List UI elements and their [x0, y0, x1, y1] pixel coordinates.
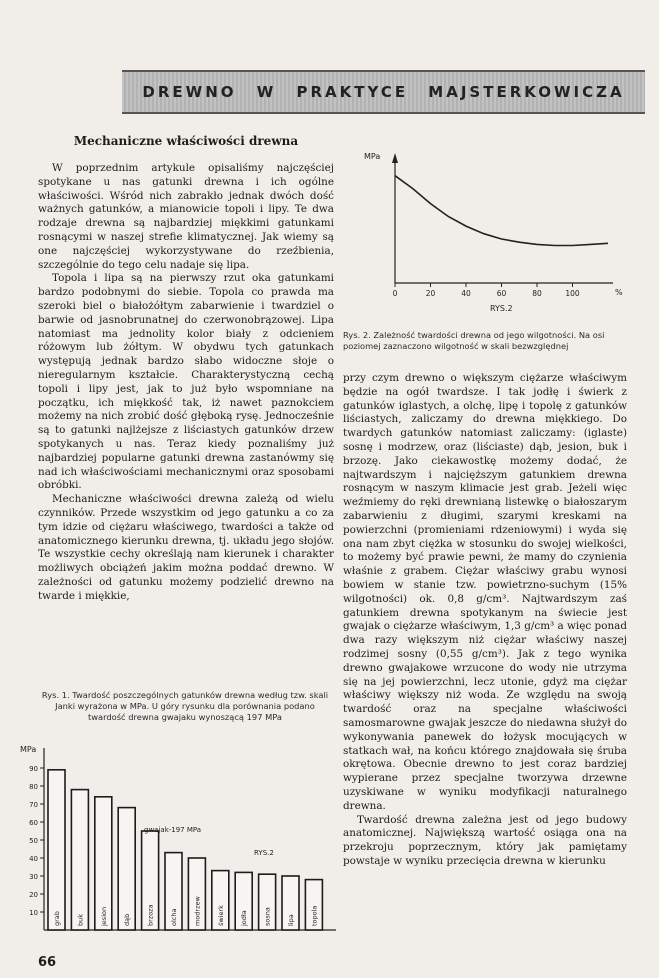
- y-tick-label: 10: [29, 909, 38, 917]
- bar-label: lipa: [287, 914, 295, 926]
- figure-1-caption: Rys. 1. Twardość poszczególnych gatunków drewna według tzw. skali Janki wyrażona w MPa. U góry rysunku dla porównania podano twardość drewna gwajaku wynoszącą 197 MPa: [41, 690, 329, 722]
- y-axis-label: MPa: [364, 152, 381, 161]
- paragraph: przy czym drewno o większym ciężarze właściwym będzie na ogół twardsze. I tak jodłę i świerk z gatunków iglastych, a olchę, lipę i topolę z gatunków liściastych, zaliczamy do drewna miękkiego. Do twardych gatunków natomiast zaliczamy: (iglaste) sosnę i modrzew, oraz (liściaste) dąb, jesion, buk i brzozę. Jako ciekawostkę możemy dodać, że najtwardszym i najcięższym gatunkiem drewna rosnącym w naszym klimacie jest grab. Jeżeli więc weźmiemy do ręki drewnianą listewkę o białoszarym zabarwieniu z długimi, szarymi kreskami na powierzchni (promieniami rdzeniowymi) i wyda się ona nam zbyt ciężka w stosunku do swojej wielkości, to możemy być prawie pewni, że mamy do czynienia właśnie z grabem. Ciężar właściwy grabu wynosi bowiem w stanie tzw. powietrzno-suchym (15% wilgotności) ok. 0,8 g/cm³. Najtwardszym zaś gatunkiem drewna spotykanym na świecie jest gwajak o ciężarze właściwym, 1,3 g/cm³ a więc ponad dwa razy większym niż ciężar właściwy naszej rodzimej sosny (0,55 g/cm³). Jak z tego wynika drewno gwajakowe wrzucone do wody nie utrzyma się na jej powierzchni, lecz utonie, gdyż ma ciężar właściwy większy niż woda. Ze względu na swoją twardość oraz na specjalne właściwości samosmarowne gwajak jeszcze do niedawna służył do wykonywania panewek do łożysk mocujących w statkach wał, na końcu którego znajdowała się śruba okrętowa. Obecnie drewno to jest coraz bardziej wypierane przez specjalne tworzywa drzewne uzyskiwane w wyniku modyfikacji naturalnego drewna.: [343, 372, 627, 812]
- annotation: gwajak-197 MPa: [144, 826, 202, 834]
- bar: [118, 808, 135, 930]
- y-tick-label: 90: [29, 765, 38, 773]
- bar-label: brzoza: [146, 904, 155, 926]
- y-tick-label: 20: [29, 891, 38, 899]
- x-tick-label: 20: [425, 289, 436, 298]
- paragraph: Topola i lipa są na pierwszy rzut oka gatunkami bardzo podobnymi do siebie. Topola co prawda ma szeroki biel o białożółtym zabarwienie i twardziel o barwie od jasnobrunatnej do czerwonobrązowej. Lipa natomiast ma jednolity kolor biały z odcieniem różowym lub żółtym. W obydwu tych gatunkach występują jednak bardzo słabo widoczne słoje o nieregularnym kształcie. Charakterystyczną cechą topoli i lipy jest, jak to już było wspomniane na początku, ich miękkość tak, iż nawet paznokciem możemy na nich zrobić dość głęboką rysę. Jednocześnie są to gatunki najlżejsze z liściastych gatunków drzew spotykanych u nas. Teraz kiedy poznaliśmy już najbardziej popularne gatunki drewna zastanówmy się nad ich właściwościami mechanicznymi oraz sposobami obróbki.: [38, 272, 334, 492]
- x-tick-label: 40: [461, 289, 471, 298]
- banner-title: DREWNO W PRAKTYCE MAJSTERKOWICZA: [142, 83, 625, 101]
- y-tick-label: 30: [29, 873, 38, 881]
- bar-label: buk: [76, 913, 85, 926]
- bar-label: dąb: [123, 913, 132, 926]
- left-column: [38, 128, 334, 604]
- bar: [48, 770, 65, 930]
- y-tick-label: 70: [29, 801, 38, 809]
- y-tick-label: 40: [29, 855, 38, 863]
- y-tick-label: 50: [29, 837, 38, 845]
- hardness-curve: [395, 176, 608, 246]
- figure-2-chart: [358, 145, 628, 320]
- x-tick-label: 100: [565, 289, 580, 298]
- right-column: [343, 372, 627, 869]
- paragraph: Mechaniczne właściwości drewna zależą od wielu czynników. Przede wszystkim od jego gatunku a co za tym idzie od ciężaru właściwego, twardości a także od anatomicznego kierunku drewna, tj. układu jego słojów. Te wszystkie cechy określają nam kierunek i charakter możliwych obciążeń jakim można poddać drewno. W zależności od gatunku możemy podzielić drewno na twarde i miękkie,: [38, 493, 334, 602]
- x-tick-label: 60: [496, 289, 507, 298]
- figure-label: RYS.2: [490, 304, 513, 313]
- page-number: 66: [38, 955, 57, 970]
- figure-2-caption: Rys. 2. Zależność twardości drewna od jego wilgotności. Na osi poziomej zaznaczono wilgotność w skali bezwzględnej: [343, 330, 605, 351]
- figure-label: RYS.2: [254, 849, 274, 857]
- bar: [71, 790, 88, 930]
- bar-label: sosna: [263, 907, 272, 926]
- section-banner: [122, 70, 645, 114]
- bar-label: jesion: [99, 906, 108, 926]
- bar-label: modrzew: [193, 896, 202, 926]
- paragraph: W poprzednim artykule opisaliśmy najczęściej spotykane u nas gatunki drewna i ich ogólne właściwości. Wśród nich zabrakło jednak dwóch dość ważnych gatunków, a mianowicie topoli i lipy. Te dwa rodzaje drewna są najbardziej miękkimi gatunkami rosnącymi w naszej strefie klimatycznej. Jak wiemy są one najczęściej wykorzystywane do rzeźbienia, szczególnie do tego celu nadaje się lipa.: [38, 162, 334, 271]
- x-tick-label: 80: [532, 289, 542, 298]
- bar-label: grab: [53, 911, 61, 926]
- y-tick-label: 60: [29, 819, 38, 827]
- bar-label: świerk: [216, 905, 225, 926]
- paragraph: Twardość drewna zależna jest od jego budowy anatomicznej. Największą wartość osiąga ona na przekroju poprzecznym, który jak pamiętamy powstaje w wyniku przecięcia drewna w kierunku: [343, 813, 627, 867]
- x-axis-unit: %: [615, 288, 623, 297]
- bar-label: topola: [310, 905, 319, 926]
- y-axis-label: MPa: [20, 745, 37, 754]
- x-tick-label: 0: [392, 289, 398, 298]
- bar-label: olcha: [170, 908, 178, 926]
- y-tick-label: 80: [29, 783, 38, 791]
- article-title: Mechaniczne właściwości drewna: [73, 134, 299, 148]
- figure-1-chart: [18, 740, 338, 960]
- bar-label: jodła: [240, 910, 249, 926]
